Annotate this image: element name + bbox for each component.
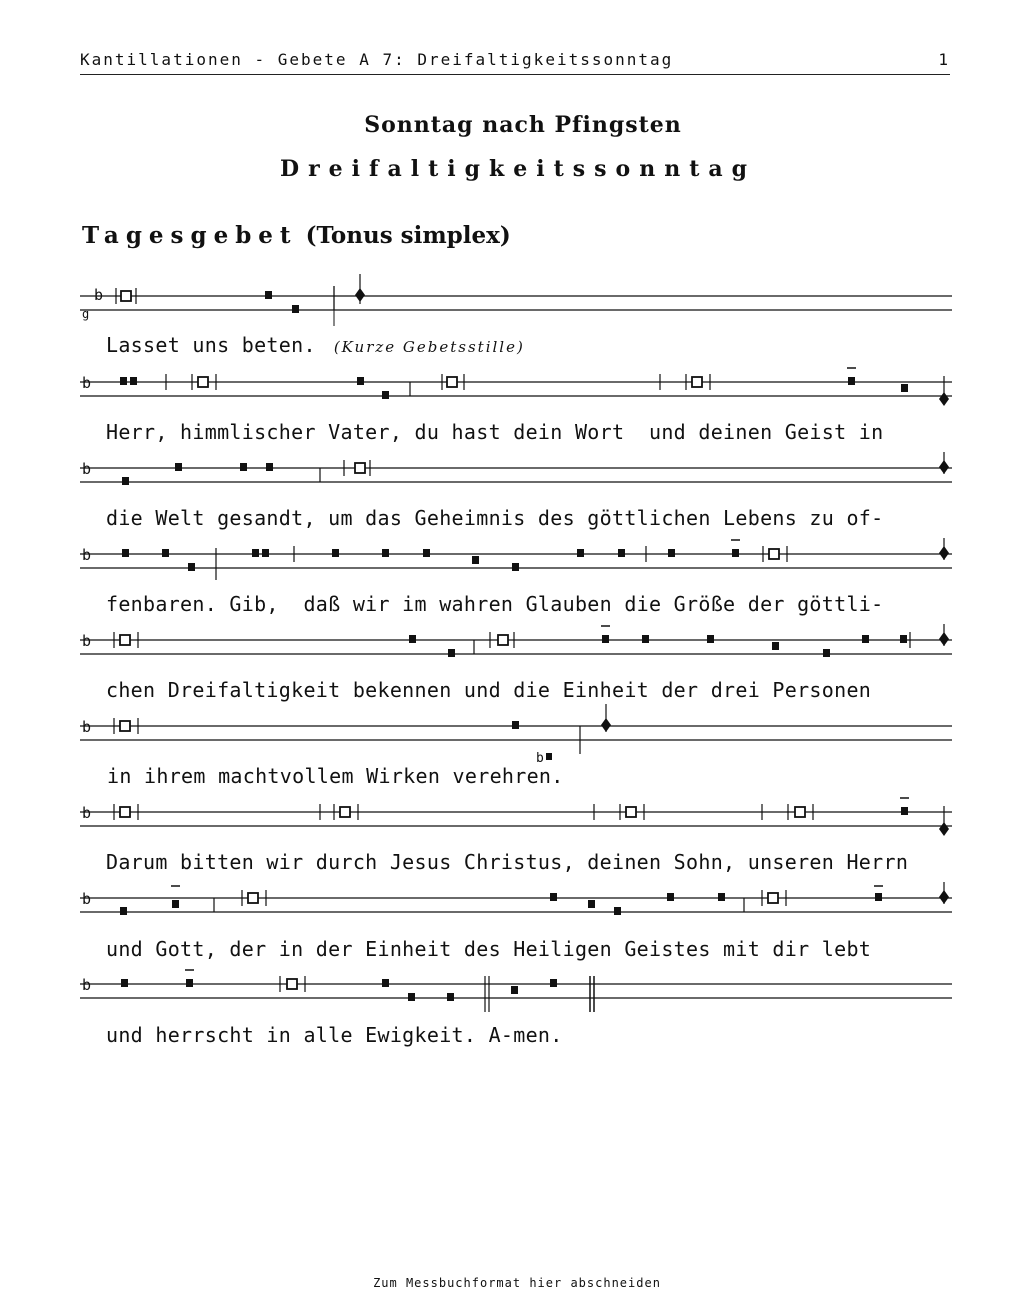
note: [252, 549, 259, 557]
chant-staff-2: [80, 364, 952, 424]
chant-staff-1: [80, 266, 952, 326]
note: [130, 377, 137, 385]
footer-note: Zum Messbuchformat hier abschneiden: [373, 1276, 661, 1290]
chant-staff-9: [80, 968, 952, 1028]
note: [900, 635, 907, 643]
section-heading-main: Tagesgebet: [82, 222, 298, 249]
flat-sign: b: [82, 374, 92, 392]
note: [588, 900, 595, 908]
note: [614, 907, 621, 915]
running-header: [80, 46, 950, 75]
note: [240, 463, 247, 471]
note: [602, 635, 609, 643]
note: [668, 549, 675, 557]
chant-staff-5: [80, 624, 952, 684]
note: [546, 753, 552, 760]
final-note: [939, 546, 949, 560]
note: [382, 549, 389, 557]
reciting-note: [120, 635, 130, 645]
lyric-line: Herr, himmlischer Vater, du hast dein Wort und deinen Geist in: [106, 420, 884, 444]
flat-sign: b: [82, 804, 92, 822]
flat-sign: b: [82, 890, 92, 908]
reciting-note: [769, 549, 779, 559]
note: [162, 549, 169, 557]
note: [447, 993, 454, 1001]
section-heading: [82, 222, 511, 249]
note: [862, 635, 869, 643]
reciting-note: [120, 807, 130, 817]
lyric-line: und Gott, der in der Einheit des Heiligen Geistes mit dir lebt: [106, 937, 872, 961]
reciting-note: [355, 463, 365, 473]
note: [550, 893, 557, 901]
note: [120, 377, 127, 385]
rubric-annotation: (Kurze Gebetsstille): [333, 338, 525, 356]
note: [357, 377, 364, 385]
reciting-note: [120, 721, 130, 731]
reciting-note: [198, 377, 208, 387]
final-note: [939, 392, 949, 406]
flat-sign: b: [82, 460, 92, 478]
note: [901, 384, 908, 392]
reciting-note: [287, 979, 297, 989]
lyric-line: in ihrem machtvollem Wirken verehren.: [107, 764, 564, 788]
reciting-note: [692, 377, 702, 387]
lyric-line: fenbaren. Gib, daß wir im wahren Glauben die Größe der göttli-: [106, 592, 884, 616]
note: [120, 907, 127, 915]
note: [423, 549, 430, 557]
chant-staff-4: [80, 538, 952, 598]
note: [266, 463, 273, 471]
final-note: [601, 718, 611, 732]
note: [265, 291, 272, 299]
clef-sign: g: [82, 307, 90, 321]
chant-staff-8: [80, 882, 952, 942]
note: [642, 635, 649, 643]
note: [875, 893, 882, 901]
reciting-note: [447, 377, 457, 387]
note: [472, 556, 479, 564]
page-number: 1: [938, 50, 950, 69]
note: [121, 979, 128, 987]
lyric-line: [106, 333, 525, 357]
flat-sign: b: [536, 751, 544, 766]
note: [707, 635, 714, 643]
note: [382, 979, 389, 987]
note: [512, 721, 519, 729]
chant-staff-6: [80, 704, 952, 764]
flat-sign: b: [82, 632, 92, 650]
reciting-note: [795, 807, 805, 817]
note: [186, 979, 193, 987]
note: [332, 549, 339, 557]
final-note: [939, 822, 949, 836]
reciting-note: [121, 291, 131, 301]
note: [577, 549, 584, 557]
final-note: [939, 632, 949, 646]
reciting-note: [768, 893, 778, 903]
lyric-line: die Welt gesandt, um das Geheimnis des göttlichen Lebens zu of-: [106, 506, 884, 530]
lyric-line: und herrscht in alle Ewigkeit. A-men.: [106, 1023, 563, 1047]
note: [550, 979, 557, 987]
page-subtitle: Dreifaltigkeitssonntag: [280, 156, 756, 182]
note: [262, 549, 269, 557]
note: [718, 893, 725, 901]
note: [512, 563, 519, 571]
note: [448, 649, 455, 657]
running-title: Kantillationen - Gebete A 7: Dreifaltigkeitssonntag: [80, 50, 674, 69]
note: [172, 900, 179, 908]
note: [848, 377, 855, 385]
note: [122, 477, 129, 485]
flat-sign: b: [82, 718, 92, 736]
chant-staff-3: [80, 452, 952, 512]
reciting-note: [498, 635, 508, 645]
lyric-text: Lasset uns beten.: [106, 333, 316, 357]
note: [409, 635, 416, 643]
lyric-line: chen Dreifaltigkeit bekennen und die Einheit der drei Personen: [106, 678, 872, 702]
flat-sign: b: [82, 976, 92, 994]
note: [823, 649, 830, 657]
note: [618, 549, 625, 557]
final-note: [939, 460, 949, 474]
reciting-note: [626, 807, 636, 817]
note: [175, 463, 182, 471]
note: [408, 993, 415, 1001]
chant-staff-7: [80, 796, 952, 856]
reciting-note: [248, 893, 258, 903]
reciting-note: [340, 807, 350, 817]
page-title: Sonntag nach Pfingsten: [364, 112, 682, 138]
lyric-line: Darum bitten wir durch Jesus Christus, deinen Sohn, unseren Herrn: [106, 850, 909, 874]
note: [292, 305, 299, 313]
section-heading-rest: (Tonus simplex): [305, 222, 511, 249]
flat-sign: b: [94, 286, 104, 304]
final-note: [939, 890, 949, 904]
note: [772, 642, 779, 650]
final-note: [355, 288, 365, 302]
note: [511, 986, 518, 994]
note: [122, 549, 129, 557]
note: [382, 391, 389, 399]
note: [901, 807, 908, 815]
flat-sign: b: [82, 546, 92, 564]
note: [732, 549, 739, 557]
note: [188, 563, 195, 571]
note: [667, 893, 674, 901]
